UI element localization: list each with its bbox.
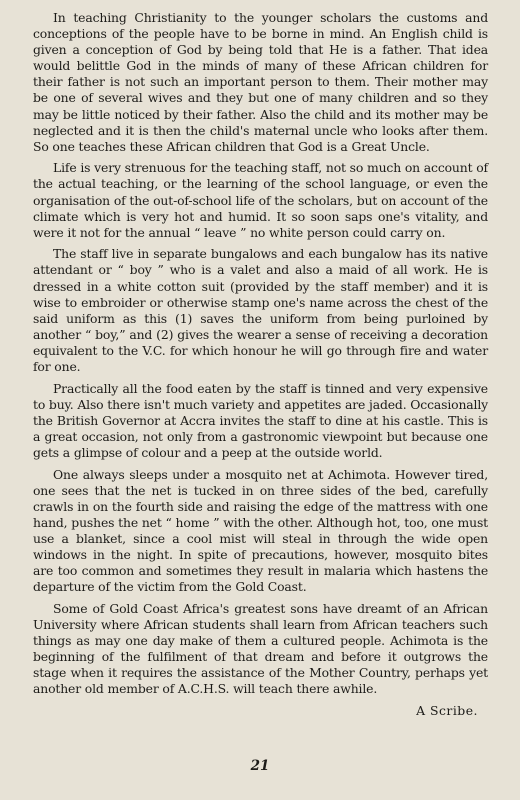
- paragraph-bungalows: The staff live in separate bungalows and each bungalow has its native attendant or “ boy ” who is a valet and also a maid of all work. He is dressed in a white cotton suit (provided by the staff member) and it is wise to embroider or otherwise stamp one's name across the chest of the said uniform as this (1) saves the uniform from being purloined by another “ boy,” and (2) gives the wearer a sense of receiving a decoration equivalent to the V.C. for which honour he will go through fire and water for one.: [33, 246, 488, 374]
- paragraph-university: Some of Gold Coast Africa's greatest sons have dreamt of an African University where African students shall learn from African teachers such things as may one day make of them a cultured people. Achimota is the beginning of the fulfilment of that dream and before it outgrows the stage when it requires the assistance of the Mother Country, perhaps yet another old member of A.C.H.S. will teach there awhile.: [33, 600, 488, 697]
- paragraph-mosquito: One always sleeps under a mosquito net at Achimota. However tired, one sees that the net is tucked in on three sides of the bed, carefully crawls in on the fourth side and raising the edge of the mattress with one hand, pushes the net “ home ” with the other. Although hot, too, one must use a blanket, since a cool mist will steal in through the wide open windows in the night. In spite of precautions, however, mosquito bites are too common and sometimes they result in malaria which hastens the departure of the victim from the Gold Coast.: [33, 466, 488, 595]
- author-signature: A Scribe.: [416, 702, 478, 718]
- article-body: [33, 10, 488, 697]
- paragraph-uncle: In teaching Christianity to the younger scholars the customs and conceptions of the people have to be borne in mind. An English child is given a conception of God by being told that He is a father. That idea would belittle God in the minds of many of these African children for their father is not such an important person to them. Their mother may be one of several wives and they but one of many children and so they may be little noticed by their father. Also the child and its mother may be neglected and it is then the child's maternal uncle who looks after them. So one teaches these African children that God is a Great Uncle.: [33, 10, 488, 154]
- paragraph-climate: Life is very strenuous for the teaching staff, not so much on account of the actual teaching, or the learning of the school language, or even the organisation of the out-of-school life of the scholars, but on account of the climate which is very hot and humid. It so soon saps one's vitality, and were it not for the annual “ leave ” no white person could carry on.: [33, 160, 488, 240]
- page-number: 21: [250, 758, 270, 774]
- paragraph-food: Practically all the food eaten by the staff is tinned and very expensive to buy. Also there isn't much variety and appetites are jaded. Occasionally the British Governor at Accra invites the staff to dine at his castle. This is a great occasion, not only from a gastronomic viewpoint but because one gets a glimpse of colour and a peep at the outside world.: [33, 380, 488, 460]
